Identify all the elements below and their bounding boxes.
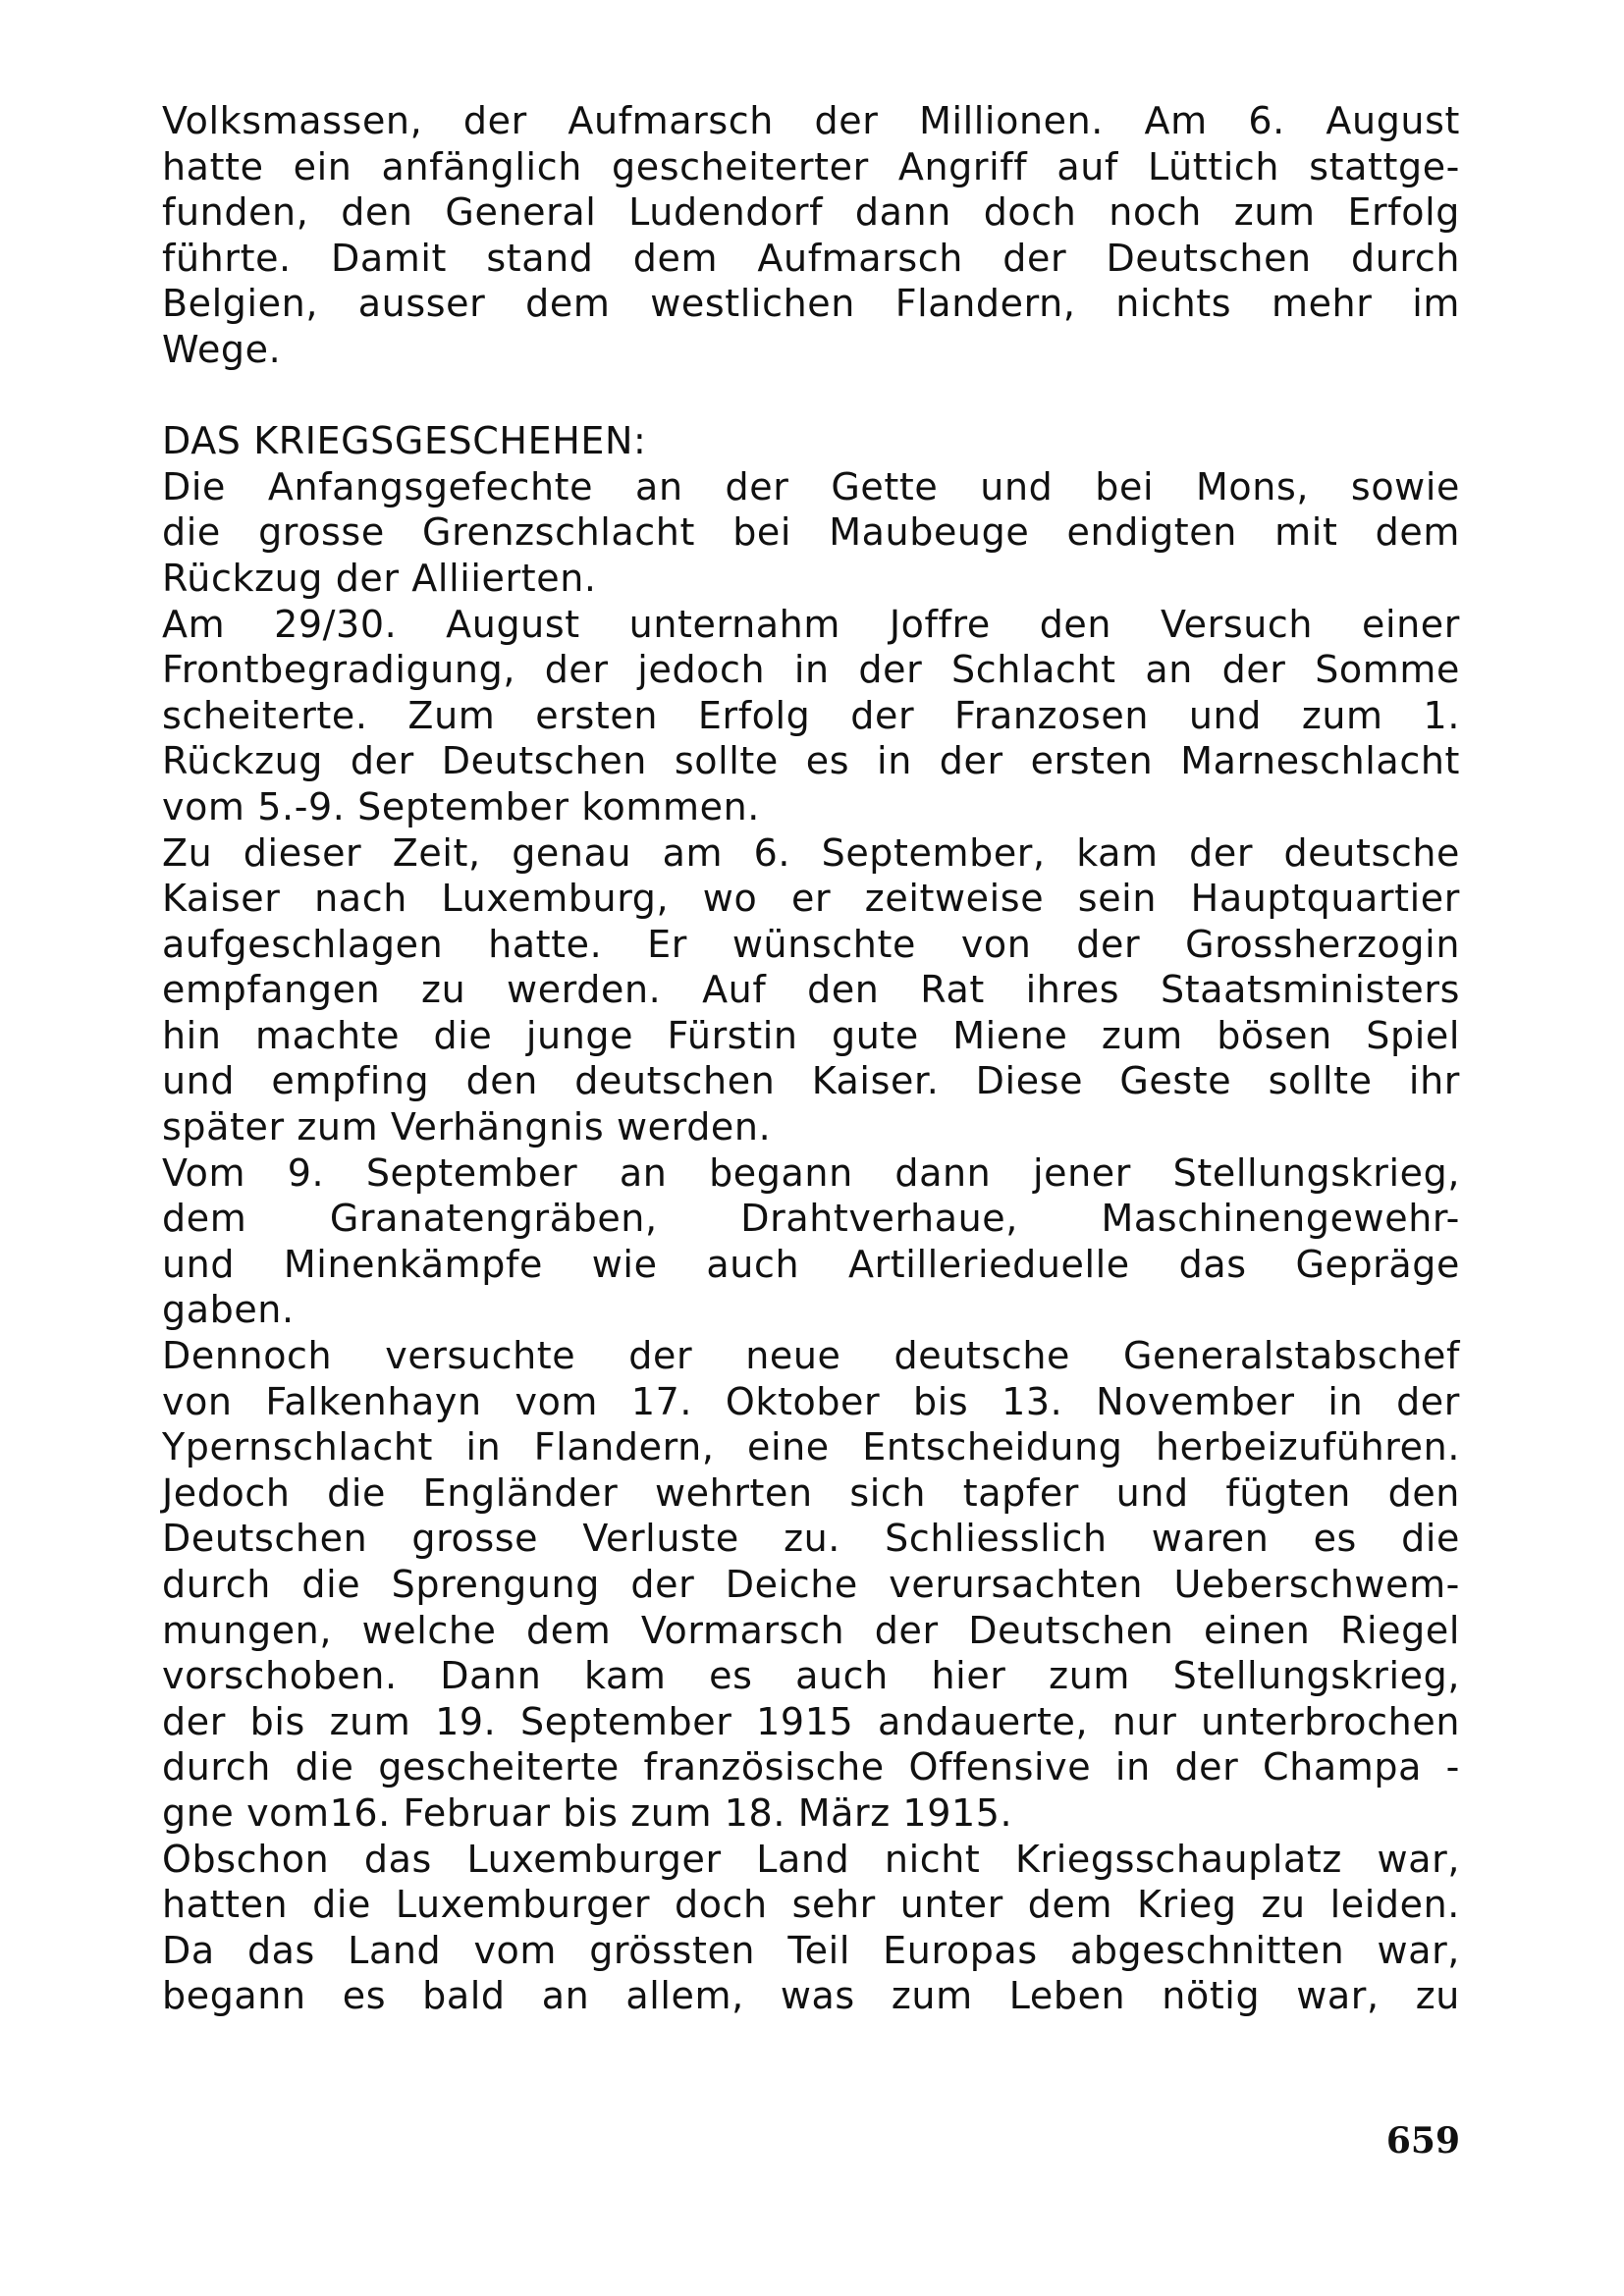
text-line: dem Granatengräben, Drahtverhaue, Maschinengewehr-: [162, 1197, 1460, 1241]
text-line: Vom 9. September an begann dann jener Stellungskrieg,: [162, 1150, 1460, 1195]
text-line: Frontbegradigung, der jedoch in der Schlacht an der Somme: [162, 648, 1460, 692]
text-line: Rückzug der Deutschen sollte es in der ersten Marneschlacht: [162, 739, 1460, 783]
text-line: Da das Land vom grössten Teil Europas abgeschnitten war,: [162, 1928, 1460, 1972]
text-line: Dennoch versuchte der neue deutsche Generalstabschef: [162, 1334, 1460, 1378]
text-line: scheiterte. Zum ersten Erfolg der Franzosen und zum 1.: [162, 693, 1460, 737]
text-line: Volksmassen, der Aufmarsch der Millionen. Am 6. August: [162, 99, 1460, 142]
text-line: Ypernschlacht in Flandern, eine Entscheidung herbeizuführen.: [162, 1425, 1460, 1469]
text-line: die grosse Grenzschlacht bei Maubeuge endigten mit dem: [162, 510, 1460, 555]
text-line: Deutschen grosse Verluste zu. Schliesslich waren es die: [162, 1517, 1460, 1561]
text-line: Zu dieser Zeit, genau am 6. September, kam der deutsche: [162, 830, 1460, 875]
text-line: Kaiser nach Luxemburg, wo er zeitweise sein Hauptquartier: [162, 877, 1460, 921]
text-line: Belgien, ausser dem westlichen Flandern, nichts mehr im: [162, 282, 1460, 326]
text-line: Am 29/30. August unternahm Joffre den Versuch einer: [162, 602, 1460, 646]
text-line: empfangen zu werden. Auf den Rat ihres Staatsministers: [162, 968, 1460, 1012]
text-line: von Falkenhayn vom 17. Oktober bis 13. November in der: [162, 1379, 1460, 1423]
text-line: funden, den General Ludendorf dann doch noch zum Erfolg: [162, 190, 1460, 235]
text-line: und Minenkämpfe wie auch Artillerieduelle das Gepräge: [162, 1242, 1460, 1286]
text-line: Jedoch die Engländer wehrten sich tapfer und fügten den: [162, 1470, 1460, 1515]
text-line: Wege.: [162, 327, 282, 371]
text-line: aufgeschlagen hatte. Er wünschte von der Grossherzogin: [162, 922, 1460, 966]
text-line: führte. Damit stand dem Aufmarsch der Deutschen durch: [162, 236, 1460, 280]
text-line: vom 5.-9. September kommen.: [162, 784, 760, 828]
text-line: begann es bald an allem, was zum Leben nötig war, zu: [162, 1974, 1460, 2018]
text-line: gaben.: [162, 1288, 295, 1332]
text-line: hatte ein anfänglich gescheiterter Angriff auf Lüttich stattge-: [162, 144, 1460, 188]
text-line: und empfing den deutschen Kaiser. Diese Geste sollte ihr: [162, 1059, 1460, 1103]
text-line: Obschon das Luxemburger Land nicht Kriegsschauplatz war,: [162, 1837, 1460, 1881]
text-line: hatten die Luxemburger doch sehr unter dem Krieg zu leiden.: [162, 1883, 1460, 1927]
text-line: vorschoben. Dann kam es auch hier zum Stellungskrieg,: [162, 1654, 1460, 1698]
text-line: Die Anfangsgefechte an der Gette und bei Mons, sowie: [162, 464, 1460, 508]
text-line: der bis zum 19. September 1915 andauerte, nur unterbrochen: [162, 1699, 1460, 1743]
text-line: mungen, welche dem Vormarsch der Deutschen einen Riegel: [162, 1608, 1460, 1652]
text-line: durch die Sprengung der Deiche verursachten Ueberschwem-: [162, 1563, 1460, 1606]
page-number: 659: [1385, 2120, 1460, 2162]
text-line: später zum Verhängnis werden.: [162, 1105, 772, 1149]
section-heading: DAS KRIEGSGESCHEHEN:: [162, 419, 647, 463]
text-line: hin machte die junge Fürstin gute Miene zum bösen Spiel: [162, 1013, 1460, 1057]
paragraph-gap: [162, 373, 1460, 419]
text-line: gne vom16. Februar bis zum 18. März 1915.: [162, 1790, 1013, 1835]
body-text: [162, 98, 1460, 2019]
text-line: durch die gescheiterte französische Offensive in der Champa -: [162, 1745, 1460, 1789]
text-line: Rückzug der Alliierten.: [162, 556, 597, 600]
